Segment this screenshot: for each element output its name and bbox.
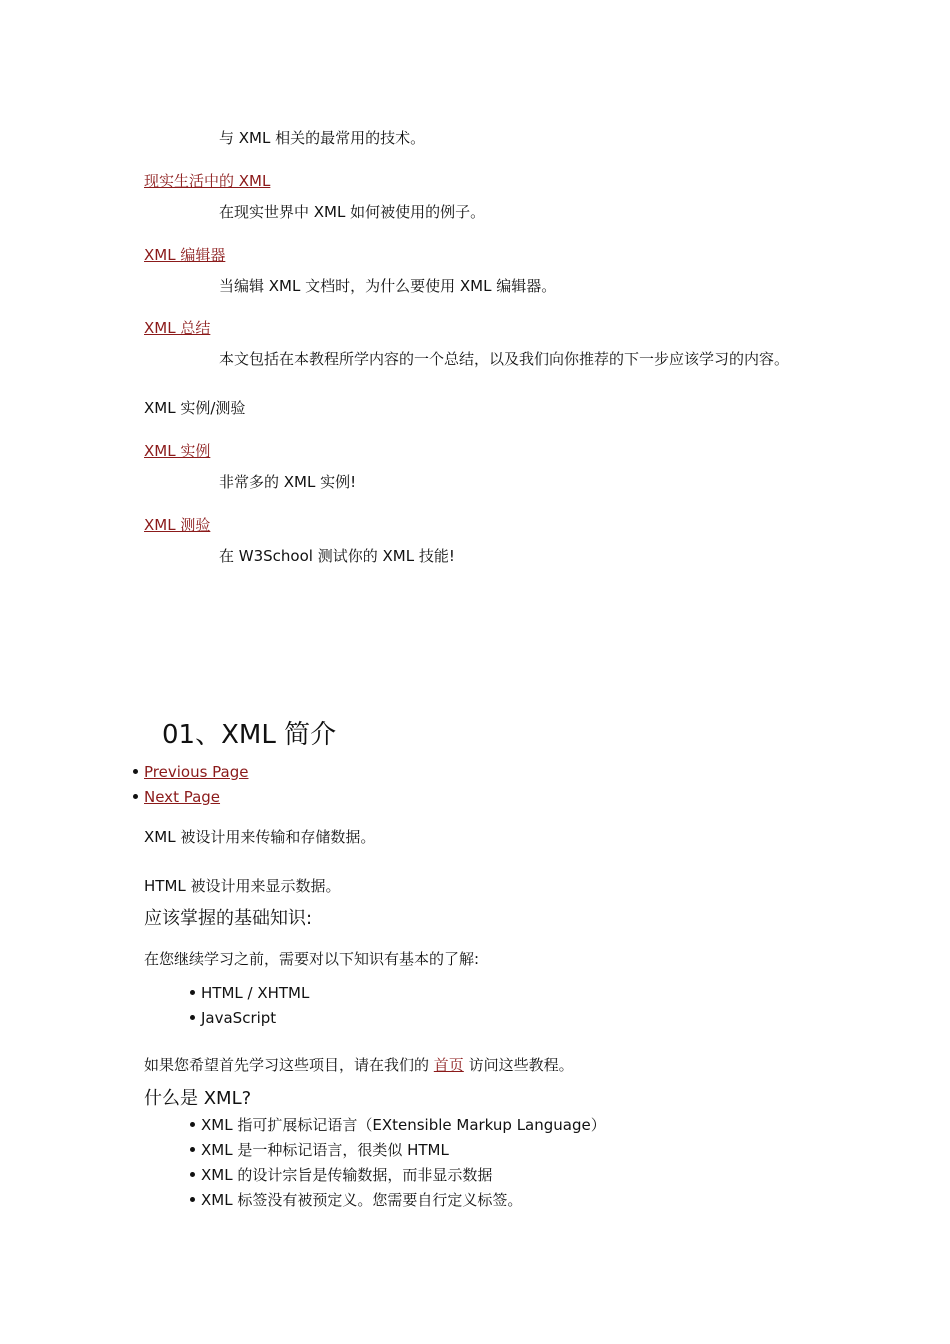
desc-xml-real-life: 在现实世界中 XML 如何被使用的例子。 bbox=[219, 203, 486, 221]
desc-xml-editor: 当编辑 XML 文档时，为什么要使用 XML 编辑器。 bbox=[219, 277, 557, 295]
previous-page-link[interactable]: Previous Page bbox=[144, 763, 249, 781]
examples-heading: XML 实例/测验 bbox=[144, 399, 246, 417]
chapter-title: 01、XML 简介 bbox=[162, 720, 337, 750]
homepage-link[interactable]: 首页 bbox=[433, 1056, 464, 1074]
list-bullet-icon bbox=[190, 1197, 195, 1202]
list-bullet-icon bbox=[190, 990, 195, 995]
what-is-xml-heading: 什么是 XML? bbox=[144, 1088, 252, 1109]
desc-xml-quiz: 在 W3School 测试你的 XML 技能! bbox=[219, 547, 455, 565]
link-xml-summary[interactable]: XML 总结 bbox=[144, 319, 211, 337]
what-item: XML 指可扩展标记语言（EXtensible Markup Language） bbox=[201, 1116, 606, 1134]
link-xml-examples[interactable]: XML 实例 bbox=[144, 442, 211, 460]
list-bullet-icon bbox=[190, 1122, 195, 1127]
link-xml-real-life[interactable]: 现实生活中的 XML bbox=[144, 172, 271, 190]
prereq-item: JavaScript bbox=[201, 1009, 277, 1027]
next-page-link[interactable]: Next Page bbox=[144, 788, 221, 806]
list-bullet-icon bbox=[190, 1172, 195, 1177]
homepage-paragraph bbox=[144, 1055, 574, 1075]
desc-xml-examples: 非常多的 XML 实例! bbox=[219, 473, 357, 491]
prereq-heading: 应该掌握的基础知识: bbox=[144, 908, 313, 929]
nav-bullet-icon bbox=[133, 769, 138, 774]
prereq-intro: 在您继续学习之前，需要对以下知识有基本的了解: bbox=[144, 950, 480, 968]
homepage-text-after: 访问这些教程。 bbox=[468, 1056, 574, 1074]
paragraph-html-purpose: HTML 被设计用来显示数据。 bbox=[144, 877, 341, 895]
nav-bullet-icon bbox=[133, 794, 138, 799]
intro-description: 与 XML 相关的最常用的技术。 bbox=[219, 129, 426, 147]
link-xml-editor[interactable]: XML 编辑器 bbox=[144, 246, 226, 264]
desc-xml-summary: 本文包括在本教程所学内容的一个总结，以及我们向你推荐的下一步应该学习的内容。 bbox=[219, 350, 790, 368]
what-item: XML 的设计宗旨是传输数据，而非显示数据 bbox=[201, 1166, 493, 1184]
what-item: XML 标签没有被预定义。您需要自行定义标签。 bbox=[201, 1191, 523, 1209]
what-item: XML 是一种标记语言，很类似 HTML bbox=[201, 1141, 449, 1159]
link-xml-quiz[interactable]: XML 测验 bbox=[144, 516, 211, 534]
list-bullet-icon bbox=[190, 1147, 195, 1152]
paragraph-xml-purpose: XML 被设计用来传输和存储数据。 bbox=[144, 828, 376, 846]
list-bullet-icon bbox=[190, 1015, 195, 1020]
homepage-text-before: 如果您希望首先学习这些项目，请在我们的 bbox=[144, 1056, 430, 1074]
prereq-item: HTML / XHTML bbox=[201, 984, 310, 1002]
